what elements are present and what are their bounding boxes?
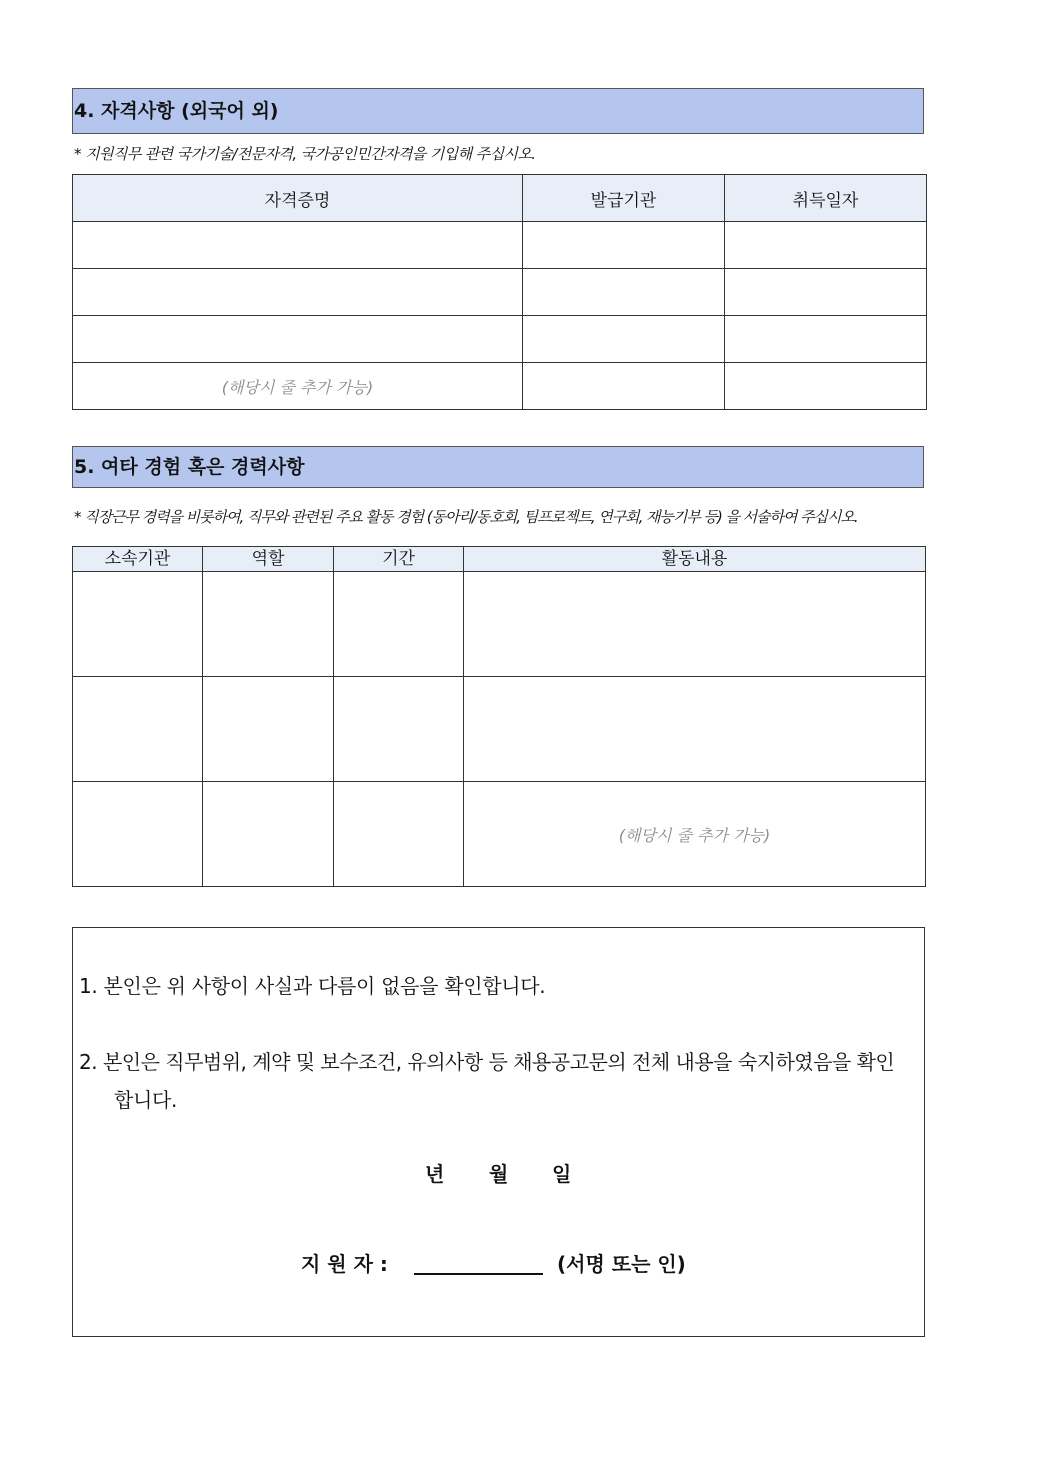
date-day-label: 일 [552, 1162, 572, 1186]
add-row-hint[interactable]: (해당시 줄 추가 가능) [73, 363, 523, 410]
column-header-role: 역할 [203, 547, 334, 572]
confirmation-statement-1: 1. 본인은 위 사항이 사실과 다름이 없음을 확인합니다. [79, 974, 546, 998]
date-month-label: 월 [489, 1162, 509, 1186]
experience-note: * 직장근무 경력을 비롯하여, 직무와 관련된 주요 활동 경험 (동아리/동호회, 팀프로젝트, 연구회, 재능기부 등) 을 서술하여 주십시오. [74, 508, 858, 526]
role-cell[interactable] [203, 677, 334, 782]
organization-cell[interactable] [73, 782, 203, 887]
column-header-period: 기간 [334, 547, 464, 572]
column-header-activity: 활동내용 [464, 547, 926, 572]
certifications-note: * 지원직무 관련 국가기술/전문자격, 국가공인민간자격을 기입해 주십시오. [74, 145, 536, 163]
table-row [73, 782, 926, 887]
table-row [73, 269, 927, 316]
acquisition-date-cell[interactable] [725, 269, 927, 316]
add-row-hint[interactable]: (해당시 줄 추가 가능) [464, 782, 926, 887]
column-header-organization: 소속기관 [73, 547, 203, 572]
table-row [73, 572, 926, 677]
table-row [73, 316, 927, 363]
certificate-name-cell[interactable] [73, 316, 523, 363]
activity-cell[interactable] [464, 572, 926, 677]
period-cell[interactable] [334, 782, 464, 887]
applicant-label: 지 원 자 : [301, 1252, 388, 1276]
acquisition-date-cell[interactable] [725, 363, 927, 410]
column-header-certificate-name: 자격증명 [73, 175, 523, 222]
issuer-cell[interactable] [523, 269, 725, 316]
section-header-certifications: 4. 자격사항 (외국어 외) [72, 88, 924, 134]
acquisition-date-cell[interactable] [725, 222, 927, 269]
issuer-cell[interactable] [523, 363, 725, 410]
signature-note: (서명 또는 인) [557, 1252, 686, 1276]
issuer-cell[interactable] [523, 316, 725, 363]
signature-line[interactable] [414, 1273, 543, 1275]
certifications-table [72, 174, 927, 410]
table-header-row [73, 547, 926, 572]
experience-table [72, 546, 926, 887]
organization-cell[interactable] [73, 677, 203, 782]
column-header-issuer: 발급기관 [523, 175, 725, 222]
table-header-row [73, 175, 927, 222]
confirmation-statement-2-continued: 합니다. [114, 1088, 178, 1112]
table-row [73, 222, 927, 269]
role-cell[interactable] [203, 572, 334, 677]
period-cell[interactable] [334, 572, 464, 677]
role-cell[interactable] [203, 782, 334, 887]
issuer-cell[interactable] [523, 222, 725, 269]
certificate-name-cell[interactable] [73, 222, 523, 269]
acquisition-date-cell[interactable] [725, 316, 927, 363]
table-row [73, 677, 926, 782]
table-row [73, 363, 927, 410]
section-header-experience: 5. 여타 경험 혹은 경력사항 [72, 446, 924, 488]
confirmation-statement-2: 2. 본인은 직무범위, 계약 및 보수조건, 유의사항 등 채용공고문의 전체 내용을 숙지하였음을 확인 [79, 1050, 895, 1074]
column-header-acquisition-date: 취득일자 [725, 175, 927, 222]
period-cell[interactable] [334, 677, 464, 782]
date-year-label: 년 [425, 1162, 445, 1186]
certificate-name-cell[interactable] [73, 269, 523, 316]
activity-cell[interactable] [464, 677, 926, 782]
organization-cell[interactable] [73, 572, 203, 677]
